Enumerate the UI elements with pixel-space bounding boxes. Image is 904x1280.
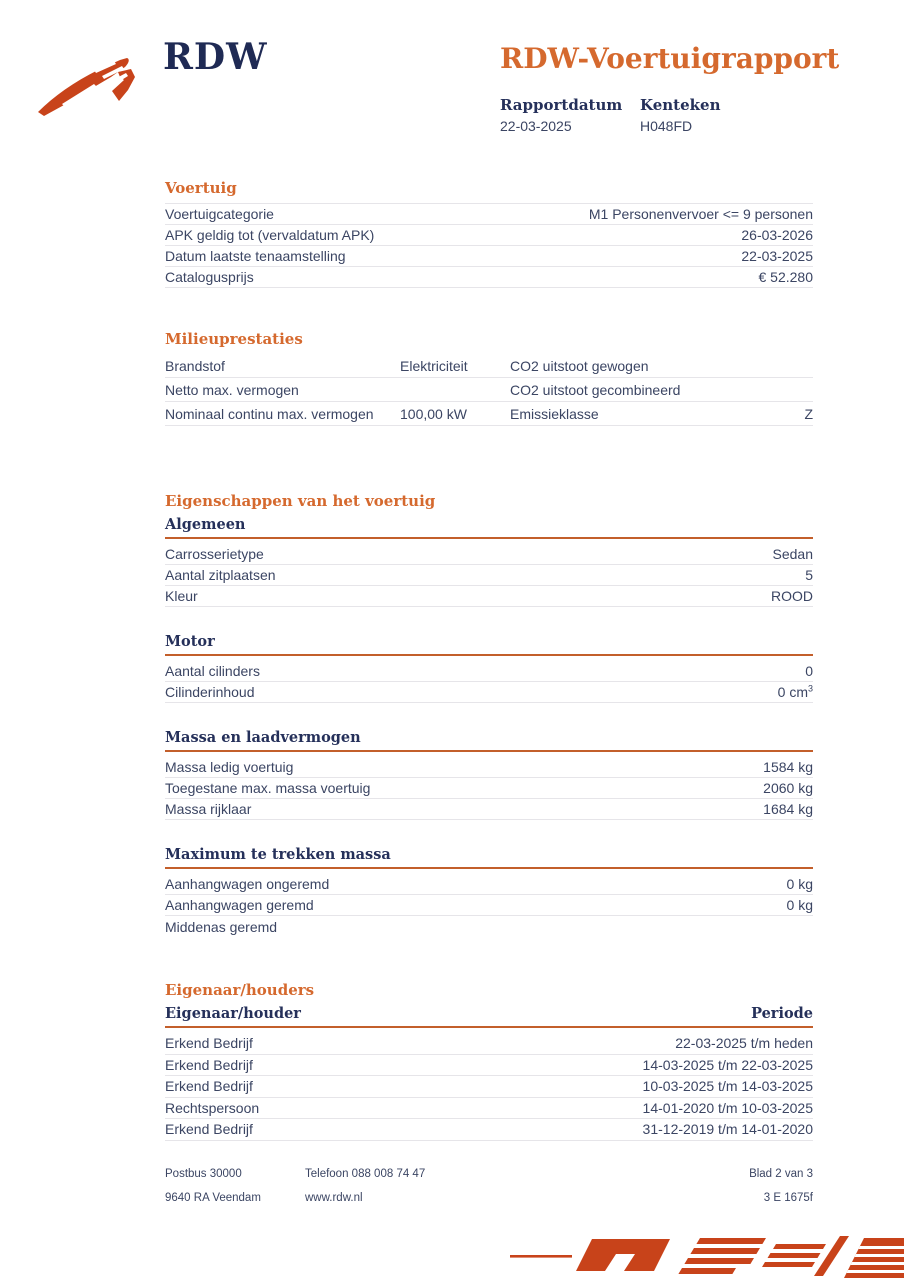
rdw-logo-icon: [34, 46, 146, 124]
period-cell: 10-03-2025 t/m 14-03-2025: [642, 1078, 813, 1095]
row-label: Cilinderinhoud: [165, 684, 255, 700]
footer-website: www.rdw.nl: [305, 1192, 363, 1204]
footer-line-2: [165, 1186, 813, 1210]
section-eigenaar: [165, 981, 813, 1141]
footer-doc-code: 3 E 1675f: [763, 1192, 813, 1204]
row-label: Aanhangwagen geremd: [165, 897, 314, 913]
table-row: [165, 225, 813, 246]
column-header-period: Periode: [751, 1005, 813, 1022]
row-label: Carrosserietype: [165, 546, 264, 562]
table-row: [165, 895, 813, 916]
row-value: 22-03-2025: [741, 248, 813, 264]
orange-rule: [165, 867, 813, 869]
row-value: Elektriciteit: [400, 357, 468, 374]
row-value: € 52.280: [758, 269, 813, 285]
table-row: [165, 778, 813, 799]
row-label: APK geldig tot (vervaldatum APK): [165, 227, 375, 243]
owner-cell: Erkend Bedrijf: [165, 1078, 253, 1095]
owner-cell: Erkend Bedrijf: [165, 1035, 253, 1052]
orange-rule: [165, 1026, 813, 1028]
row-value: 0 kg: [786, 876, 813, 892]
subsection-title: Maximum te trekken massa: [165, 846, 391, 863]
row-value: 5: [805, 567, 813, 583]
subsection-title: Motor: [165, 633, 215, 650]
table-row: [165, 586, 813, 607]
table-row: [165, 1119, 813, 1141]
table-row: [165, 916, 813, 937]
table-row: [165, 1033, 813, 1055]
page-footer: [165, 1162, 813, 1210]
row-label: CO2 uitstoot gewogen: [510, 357, 649, 374]
kenteken-value: H048FD: [640, 118, 693, 134]
row-value-text: 0 cm: [777, 684, 808, 700]
table-row: [165, 267, 813, 288]
row-label: Massa ledig voertuig: [165, 759, 294, 775]
subsection-algemeen: [165, 516, 813, 607]
footer-line-1: [165, 1162, 813, 1186]
row-label: CO2 uitstoot gecombineerd: [510, 381, 681, 398]
row-label: Kleur: [165, 588, 198, 604]
table-row: [165, 565, 813, 586]
period-cell: 14-03-2025 t/m 22-03-2025: [642, 1056, 813, 1073]
row-value: Z: [804, 405, 813, 422]
table-row: [165, 682, 813, 703]
row-value: 26-03-2026: [741, 227, 813, 243]
subsection-title: Algemeen: [165, 516, 246, 533]
table-row: [165, 757, 813, 778]
report-content: [165, 0, 813, 1141]
row-value: 0: [805, 663, 813, 679]
report-date-value: 22-03-2025: [500, 118, 572, 134]
row-value: 100,00 kW: [400, 405, 467, 422]
owner-cell: Rechtspersoon: [165, 1099, 260, 1116]
period-cell: 14-01-2020 t/m 10-03-2025: [642, 1099, 813, 1116]
row-label: Toegestane max. massa voertuig: [165, 780, 371, 796]
owner-cell: Erkend Bedrijf: [165, 1056, 253, 1073]
table-row: [165, 661, 813, 682]
row-label: Voertuigcategorie: [165, 206, 274, 222]
column-header-owner: Eigenaar/houder: [165, 1005, 301, 1022]
row-label: Datum laatste tenaamstelling: [165, 248, 346, 264]
table-row: [165, 799, 813, 820]
footer-page-number: Blad 2 van 3: [749, 1168, 813, 1180]
table-row: [165, 1076, 813, 1098]
footer-po-box: Postbus 30000: [165, 1168, 242, 1180]
table-row: [165, 246, 813, 267]
section-heading-milieu: Milieuprestaties: [165, 330, 303, 348]
subsection-motor: [165, 633, 813, 703]
report-date-label: Rapportdatum: [500, 96, 623, 114]
table-row: [165, 402, 813, 426]
row-label: Middenas geremd: [165, 918, 278, 935]
table-row: [165, 378, 813, 402]
row-value: M1 Personenvervoer <= 9 personen: [588, 206, 813, 222]
row-label: Aanhangwagen ongeremd: [165, 876, 330, 892]
footer-city: 9640 RA Veendam: [165, 1192, 261, 1204]
section-heading-voertuig: Voertuig: [165, 179, 237, 197]
kenteken-label: Kenteken: [640, 96, 721, 114]
row-value: 1684 kg: [763, 801, 813, 817]
row-label: Emissieklasse: [510, 405, 599, 422]
rdw-logo-text: RDW: [163, 36, 268, 78]
row-label: Brandstof: [165, 357, 225, 374]
period-cell: 22-03-2025 t/m heden: [675, 1035, 813, 1052]
row-value: Sedan: [772, 546, 813, 562]
section-voertuig: [165, 0, 813, 288]
owner-cell: Erkend Bedrijf: [165, 1121, 253, 1138]
table-row: [165, 874, 813, 895]
row-value-superscript: 3: [807, 683, 813, 694]
row-value: [778, 684, 813, 700]
owner-table-header: [165, 1005, 813, 1022]
section-eigenschappen: [165, 492, 813, 937]
subsection-trekken-massa: [165, 846, 813, 937]
row-label: Netto max. vermogen: [165, 381, 299, 398]
orange-rule: [165, 750, 813, 752]
row-value: 1584 kg: [763, 759, 813, 775]
orange-rule: [165, 654, 813, 656]
table-row: [165, 354, 813, 378]
row-value: 0 kg: [786, 897, 813, 913]
table-row: [165, 544, 813, 565]
period-cell: 31-12-2019 t/m 14-01-2020: [642, 1121, 813, 1138]
subsection-massa: [165, 729, 813, 820]
row-value: ROOD: [771, 588, 813, 604]
speed-lines-graphic-icon: [504, 1230, 904, 1280]
row-label: Aantal zitplaatsen: [165, 567, 276, 583]
section-heading-eigenaar: Eigenaar/houders: [165, 981, 315, 999]
subsection-title: Massa en laadvermogen: [165, 729, 361, 746]
table-row: [165, 1055, 813, 1077]
row-label: Nominaal continu max. vermogen: [165, 405, 374, 422]
footer-phone: Telefoon 088 008 74 47: [305, 1168, 426, 1180]
section-heading-eigenschappen: Eigenschappen van het voertuig: [165, 492, 436, 510]
table-row: [165, 204, 813, 225]
page-title: RDW-Voertuigrapport: [500, 42, 840, 75]
row-label: Massa rijklaar: [165, 801, 252, 817]
row-label: Aantal cilinders: [165, 663, 260, 679]
orange-rule: [165, 537, 813, 539]
section-milieu: [165, 330, 813, 426]
table-row: [165, 1098, 813, 1120]
row-label: Catalogusprijs: [165, 269, 254, 285]
row-value: 2060 kg: [763, 780, 813, 796]
